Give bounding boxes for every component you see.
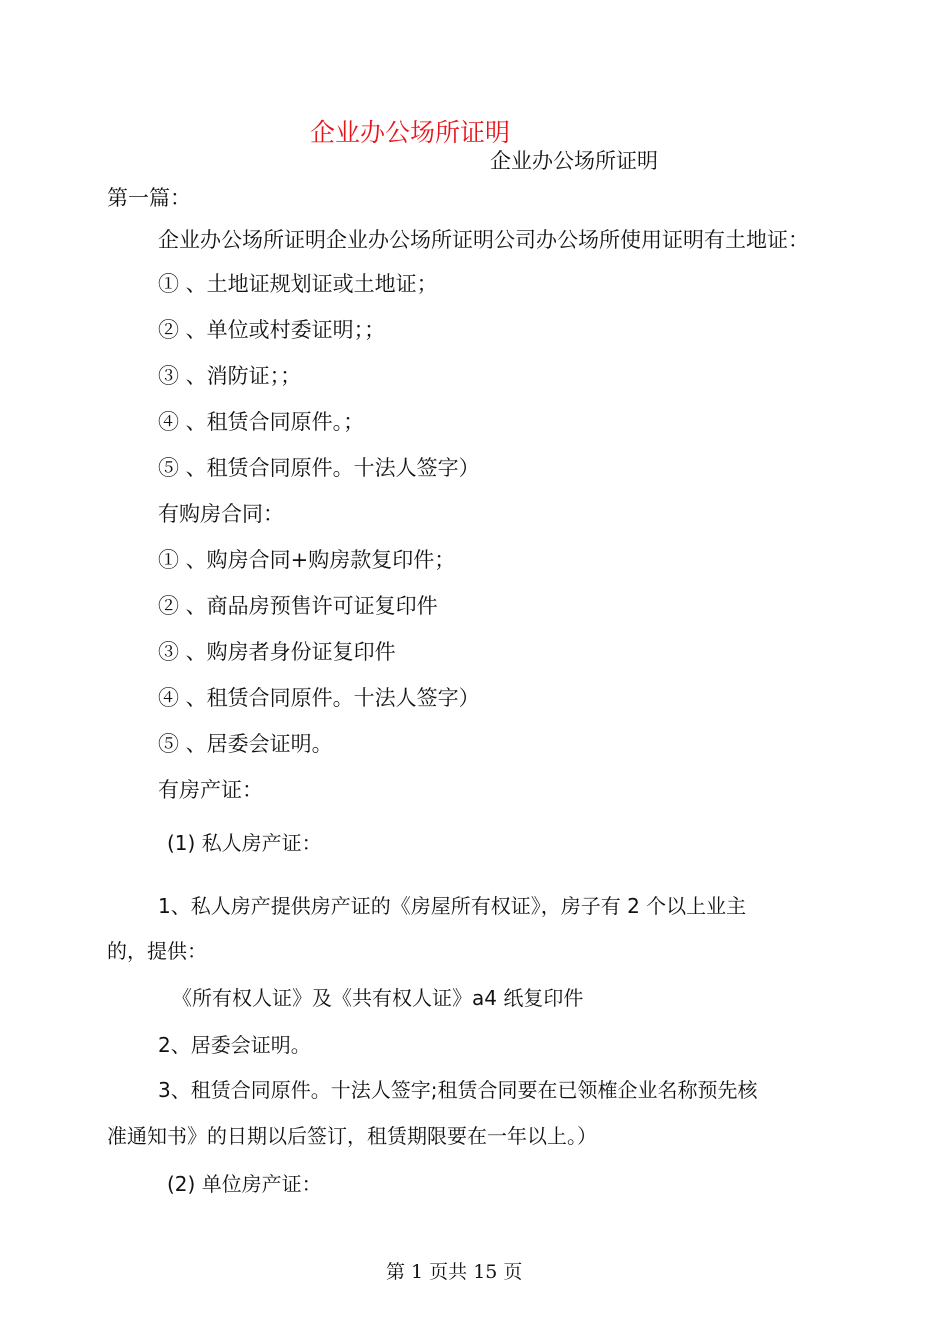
purchase-item-5: ⑤ 、居委会证明。 <box>158 732 333 756</box>
land-item-2: ② 、单位或村委证明；； <box>158 318 386 342</box>
private-item-1-line-3: 《所有权人证》及《共有权人证》a4 纸复印件 <box>172 986 584 1010</box>
land-item-1: ① 、土地证规划证或土地证； <box>158 272 438 296</box>
page-footer: 第 1 页共 15 页 <box>386 1261 523 1283</box>
land-item-5: ⑤ 、租赁合同原件。十法人签字） <box>158 456 480 480</box>
purchase-item-4: ④ 、租赁合同原件。十法人签字） <box>158 686 480 710</box>
purchase-item-3: ③ 、购房者身份证复印件 <box>158 640 396 664</box>
document-subtitle: 企业办公场所证明 <box>490 149 658 173</box>
land-item-3: ③ 、消防证；； <box>158 364 302 388</box>
purchase-item-2: ② 、商品房预售许可证复印件 <box>158 594 438 618</box>
private-item-3-line-1: 3、租赁合同原件。十法人签字;租赁合同要在已领榷企业名称预先核 <box>158 1078 758 1102</box>
private-item-3-line-2: 准通知书》的日期以后签订，租赁期限要在一年以上。） <box>107 1124 597 1148</box>
purchase-heading: 有购房合同： <box>158 502 284 526</box>
section-heading: 第一篇： <box>107 186 191 210</box>
private-item-1-line-2: 的，提供： <box>107 939 207 963</box>
private-item-2: 2、居委会证明。 <box>158 1033 311 1057</box>
private-item-1-line-1: 1、私人房产提供房产证的《房屋所有权证》，房子有 2 个以上业主 <box>158 894 747 918</box>
intro-paragraph: 企业办公场所证明企业办公场所证明公司办公场所使用证明有土地证： <box>158 228 809 252</box>
property-heading: 有房产证： <box>158 778 263 802</box>
purchase-item-1: ① 、购房合同+购房款复印件； <box>158 548 456 572</box>
unit-heading: (2) 单位房产证： <box>167 1172 322 1196</box>
document-title: 企业办公场所证明 <box>310 118 511 147</box>
private-heading: (1) 私人房产证： <box>167 831 322 855</box>
land-item-4: ④ 、租赁合同原件。； <box>158 410 365 434</box>
